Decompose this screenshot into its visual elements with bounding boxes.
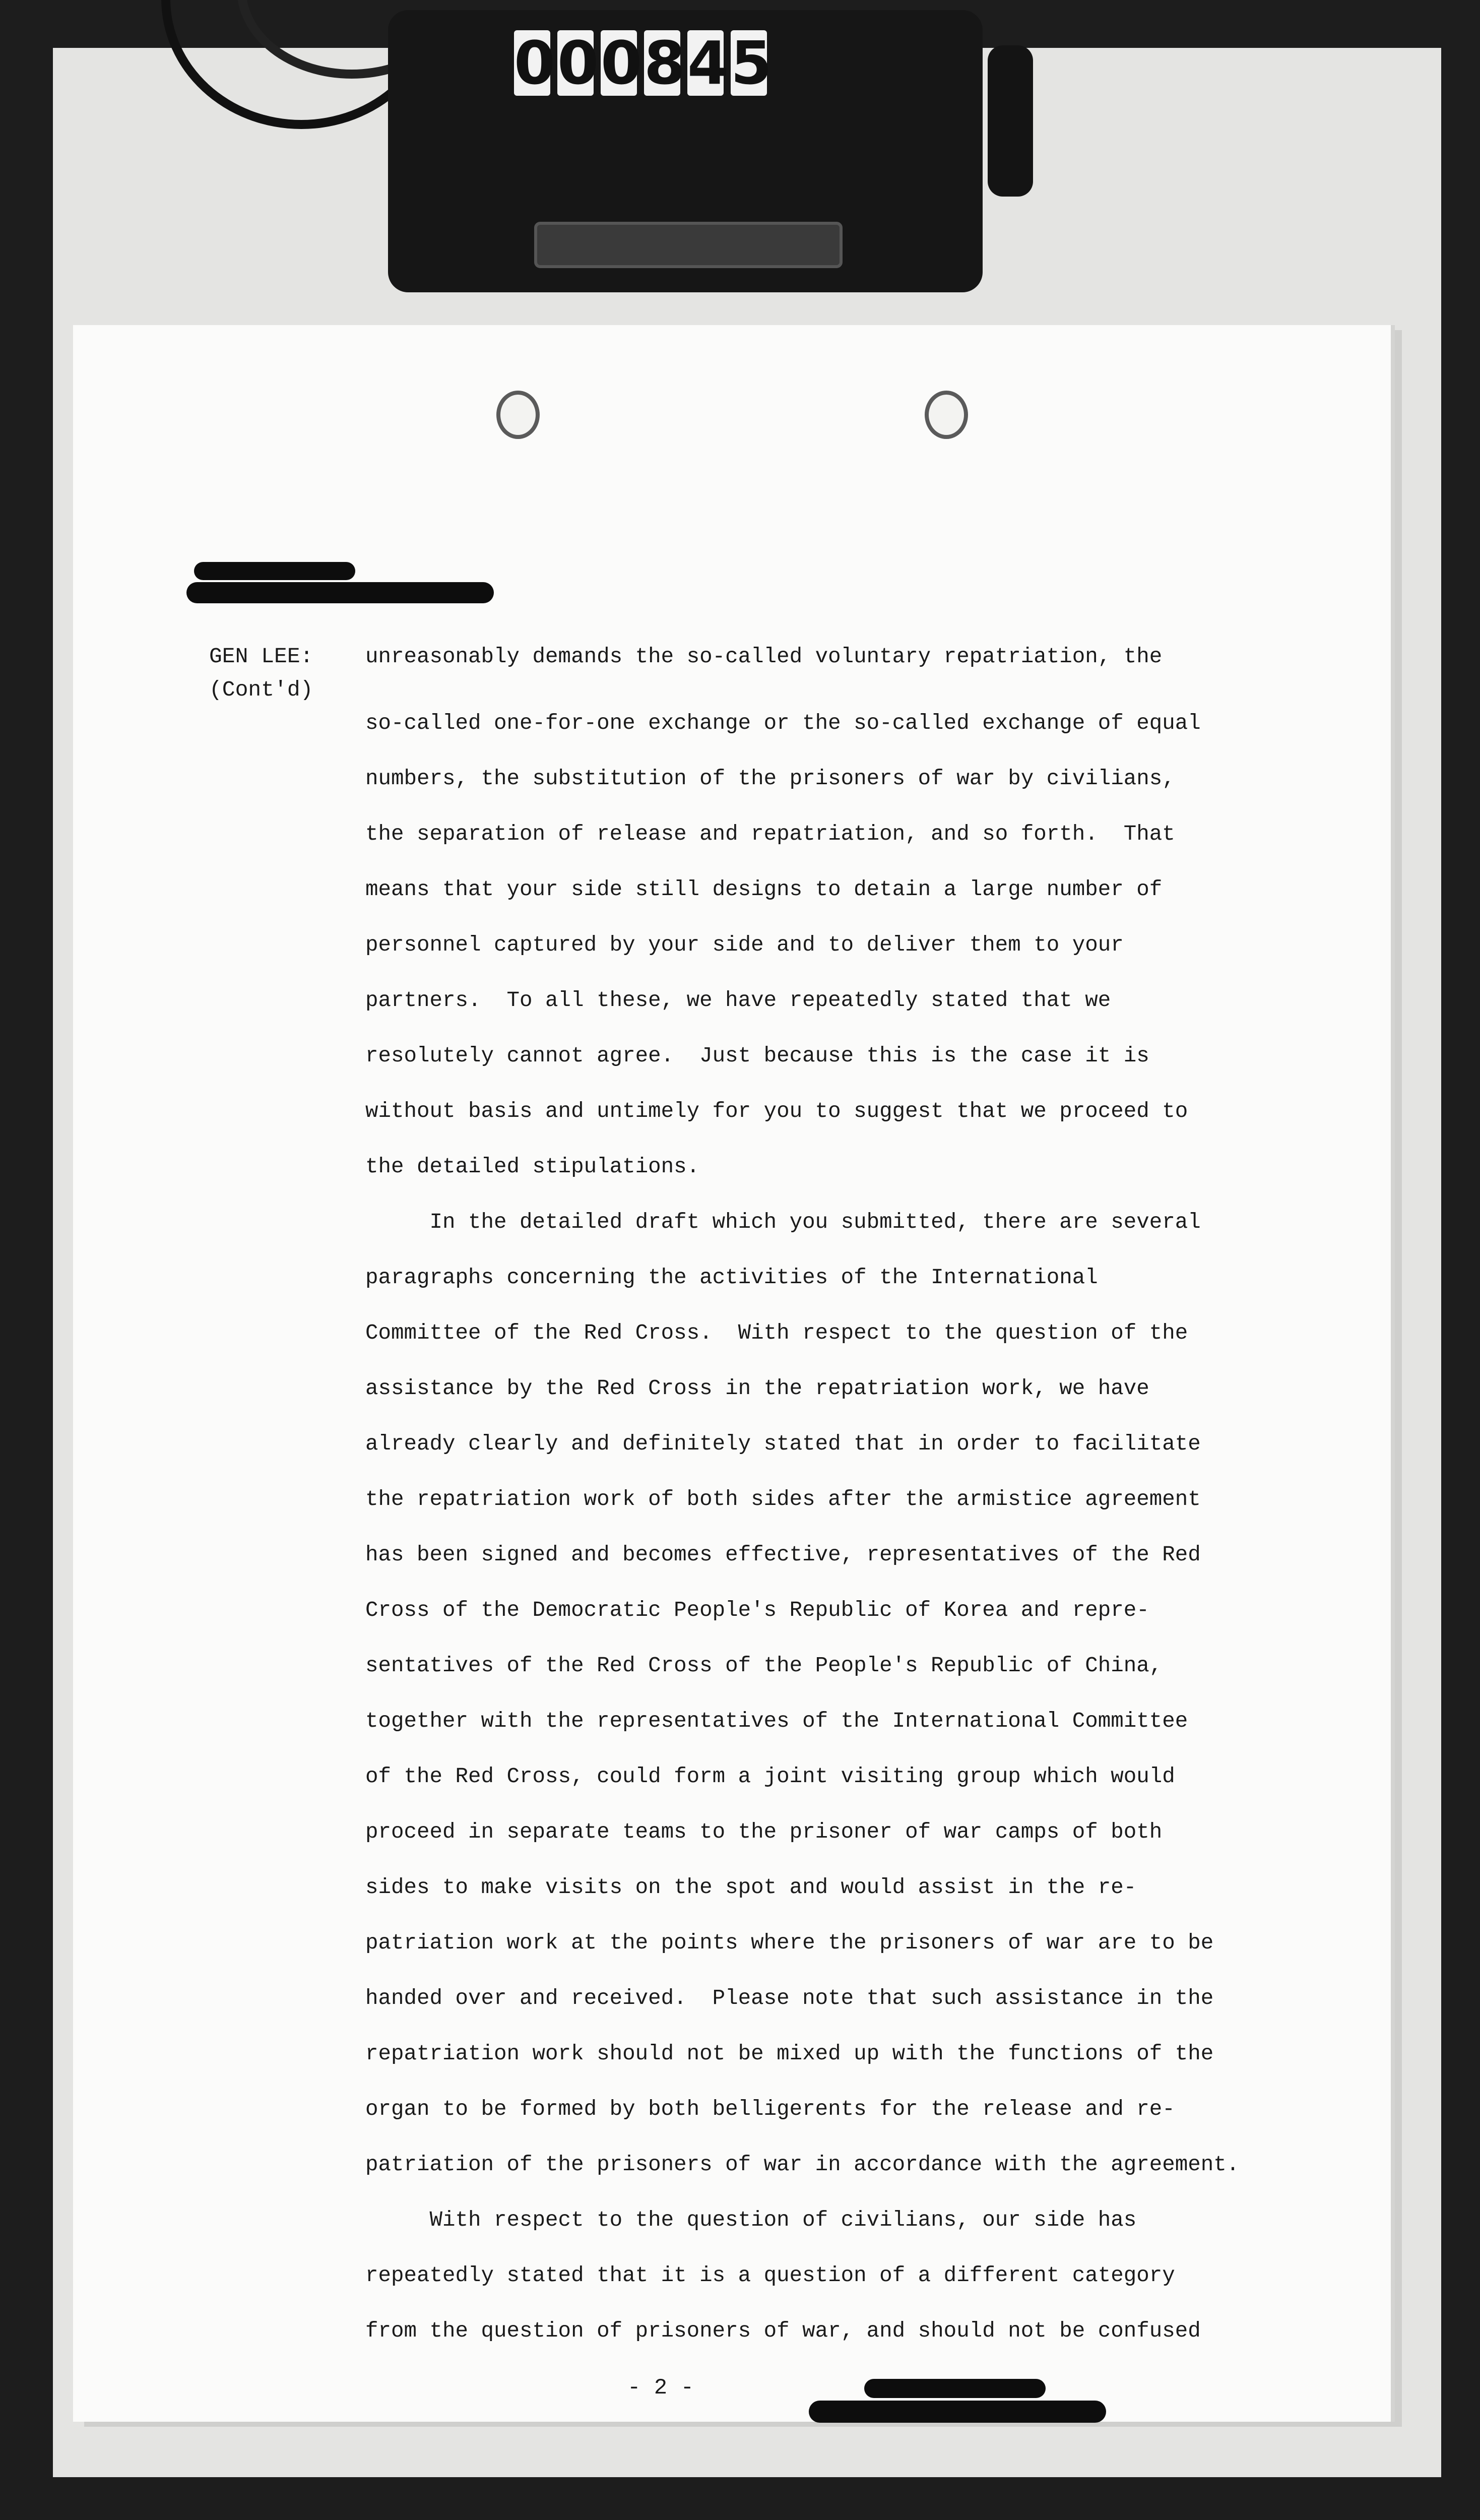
text-line: already clearly and definitely stated that in order to facilitate [365, 1432, 1201, 1456]
punch-hole [496, 391, 540, 439]
counter-digit: 5 [731, 28, 773, 98]
text-line: paragraphs concerning the activities of the International [365, 1266, 1098, 1290]
speaker-continued-note: (Cont'd) [209, 677, 313, 702]
text-line: sentatives of the Red Cross of the People's Republic of China, [365, 1654, 1163, 1678]
text-line: partners. To all these, we have repeatedly stated that we [365, 988, 1111, 1013]
text-line: resolutely cannot agree. Just because this is the case it is [365, 1044, 1149, 1068]
text-line: personnel captured by your side and to deliver them to your [365, 933, 1124, 957]
text-line: handed over and received. Please note that such assistance in the [365, 1986, 1214, 2010]
text-line: sides to make visits on the spot and would assist in the re- [365, 1875, 1137, 1900]
redaction-mark [809, 2401, 1106, 2423]
text-line: assistance by the Red Cross in the repatriation work, we have [365, 1376, 1149, 1401]
text-line: from the question of prisoners of war, and should not be confused [365, 2319, 1201, 2343]
text-line: so-called one-for-one exchange or the so-called exchange of equal [365, 711, 1201, 735]
text-line: organ to be formed by both belligerents for the release and re- [365, 2097, 1175, 2121]
redaction-mark [194, 562, 355, 580]
text-line: together with the representatives of the International Committee [365, 1709, 1188, 1733]
document-page [73, 325, 1391, 2422]
text-line: With respect to the question of civilians, our side has [365, 2208, 1137, 2232]
counter-knob [988, 45, 1033, 197]
text-line: Committee of the Red Cross. With respect to the question of the [365, 1321, 1188, 1345]
punch-hole [925, 391, 968, 439]
text-line: In the detailed draft which you submitted, there are several [365, 1210, 1201, 1234]
text-line: means that your side still designs to detain a large number of [365, 877, 1163, 902]
counter-digit: 0 [514, 28, 556, 98]
text-line: proceed in separate teams to the prisoner of war camps of both [365, 1820, 1163, 1844]
text-line: patriation of the prisoners of war in accordance with the agreement. [365, 2153, 1240, 2177]
counter-digit: 8 [644, 28, 686, 98]
text-line: the separation of release and repatriation, and so forth. That [365, 822, 1175, 846]
text-line: without basis and untimely for you to suggest that we proceed to [365, 1099, 1188, 1123]
text-line: the repatriation work of both sides after the armistice agreement [365, 1487, 1201, 1511]
text-line: Cross of the Democratic People's Republic of Korea and repre- [365, 1598, 1149, 1622]
text-line: has been signed and becomes effective, representatives of the Red [365, 1543, 1201, 1567]
text-line: the detailed stipulations. [365, 1155, 700, 1179]
text-line: repatriation work should not be mixed up with the functions of the [365, 2042, 1214, 2066]
text-line: of the Red Cross, could form a joint visiting group which would [365, 1765, 1175, 1789]
text-line: unreasonably demands the so-called voluntary repatriation, the [365, 645, 1163, 669]
document-body [365, 640, 1353, 2359]
counter-digit: 0 [601, 28, 642, 98]
page-number: - 2 - [627, 2375, 694, 2401]
counter-digit: 4 [687, 28, 729, 98]
frame-counter-digits [514, 28, 773, 101]
text-line: patriation work at the points where the prisoners of war are to be [365, 1931, 1214, 1955]
text-line: numbers, the substitution of the prisoners of war by civilians, [365, 767, 1175, 791]
text-line: repeatedly stated that it is a question of a different category [365, 2263, 1175, 2288]
counter-digit: 0 [557, 28, 599, 98]
counter-label-plate [534, 222, 843, 268]
speaker-label [209, 640, 360, 707]
redaction-mark [186, 582, 494, 603]
redaction-mark [864, 2379, 1046, 2398]
speaker-name: GEN LEE: [209, 644, 313, 669]
